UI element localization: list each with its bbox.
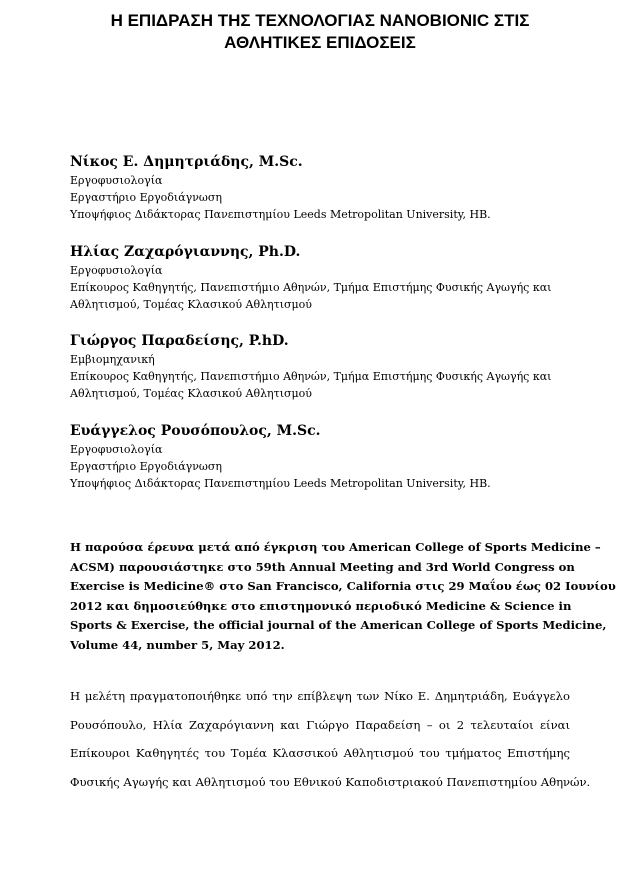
text-line: 2012 και δημοσιεύθηκε στο επιστημονικό περιοδικό Medicine & Science in — [70, 598, 572, 613]
text-line: Φυσικής Αγωγής και Αθλητισμού του Εθνικού Καποδιστριακού Πανεπιστημίου Αθηνών. — [70, 774, 591, 789]
author-affiliation: Εργαστήριο Εργοδιάγνωση — [70, 460, 222, 473]
text-line: Η παρούσα έρευνα μετά από έγκριση του American College of Sports Medicine – — [70, 540, 601, 554]
text-line: Volume 44, number 5, May 2012. — [70, 637, 285, 652]
text-line: Ρουσόπουλο, Ηλία Ζαχαρόγιαννη και Γιώργο Παραδείση – οι 2 τελευταίοι είναι — [70, 717, 570, 732]
text-line: ACSM) παρουσιάστηκε στο 59th Annual Meeting and 3rd World Congress on — [70, 559, 575, 574]
text-line: Η μελέτη πραγματοποιήθηκε υπό την επίβλεψη των Νίκο Ε. Δημητριάδη, Ευάγγελο — [70, 689, 570, 703]
author-affiliation: Εργαστήριο Εργοδιάγνωση — [70, 191, 222, 204]
author-affiliation: Επίκουρος Καθηγητής, Πανεπιστήμιο Αθηνών, Τμήμα Επιστήμης Φυσικής Αγωγής και — [70, 281, 552, 294]
document-title — [40, 10, 600, 54]
author-name: Ευάγγελος Ρουσόπουλος, M.Sc. — [70, 423, 321, 439]
author-affiliation: Αθλητισμού, Τομέας Κλασικού Αθλητισμού — [70, 298, 312, 311]
author-affiliation: Εργοφυσιολογία — [70, 264, 163, 277]
author-block — [70, 332, 580, 402]
publication-note — [70, 538, 616, 655]
author-block — [70, 422, 580, 492]
supervision-note — [70, 682, 591, 796]
author-affiliation: Υποψήφιος Διδάκτορας Πανεπιστημίου Leeds Metropolitan University, ΗΒ. — [70, 208, 491, 221]
text-line: Exercise is Medicine® στο San Francisco, California στις 29 Μαΐου έως 02 Ιουνίου — [70, 579, 616, 593]
author-affiliation: Υποψήφιος Διδάκτορας Πανεπιστημίου Leeds Metropolitan University, ΗΒ. — [70, 477, 491, 490]
author-name: Ηλίας Ζαχαρόγιαννης, Ph.D. — [70, 244, 301, 260]
author-affiliation: Εργοφυσιολογία — [70, 443, 163, 456]
title-line: Η ΕΠΙΔΡΑΣΗ ΤΗΣ ΤΕΧΝΟΛΟΓΙΑΣ ΝΑΝΟΒΙΟΝΙC ΣΤΙΣ — [110, 11, 530, 30]
author-block — [70, 243, 580, 313]
author-name: Γιώργος Παραδείσης, P.hD. — [70, 333, 289, 349]
author-affiliation: Εμβιομηχανική — [70, 353, 155, 366]
author-affiliation: Εργοφυσιολογία — [70, 174, 163, 187]
text-line: Sports & Exercise, the official journal of the American College of Sports Medicine, — [70, 618, 607, 632]
author-affiliation: Αθλητισμού, Τομέας Κλασικού Αθλητισμού — [70, 387, 312, 400]
author-block — [70, 153, 580, 223]
author-name: Νίκος Ε. Δημητριάδης, M.Sc. — [70, 154, 303, 170]
text-line: Επίκουροι Καθηγητές του Τομέα Κλασσικού Αθλητισμού του τμήματος Επιστήμης — [70, 746, 570, 760]
author-affiliation: Επίκουρος Καθηγητής, Πανεπιστήμιο Αθηνών, Τμήμα Επιστήμης Φυσικής Αγωγής και — [70, 370, 552, 383]
title-line: ΑΘΛΗΤΙΚΕΣ ΕΠΙΔΟΣΕΙΣ — [224, 33, 416, 52]
